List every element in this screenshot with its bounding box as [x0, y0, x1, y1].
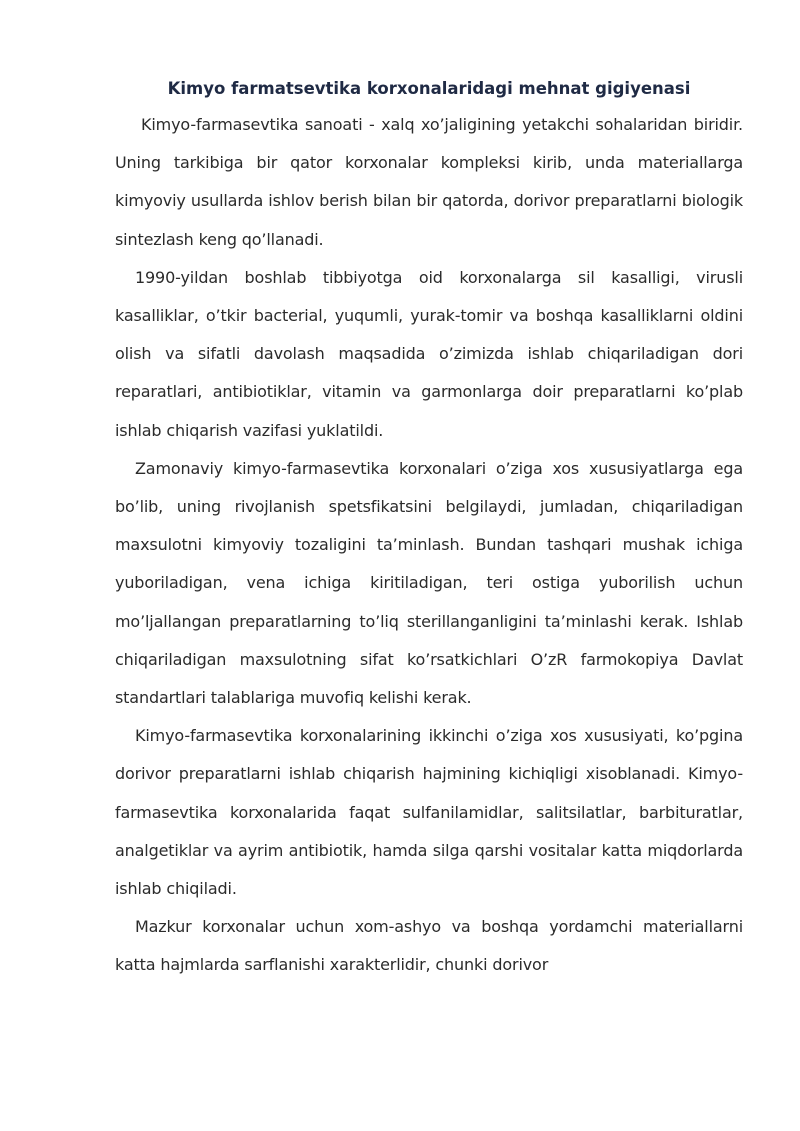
document-body	[115, 74, 743, 985]
paragraph-4: Kimyo-farmasevtika korxonalarining ikkinchi o’ziga xos xususiyati, ko’pgina dorivor preparatlarni ishlab chiqarish hajmining kichiqligi xisoblanadi. Kimyo-farmasevtika korxonalarida faqat sulfanilamidlar, salitsilatlar, barbituratlar, analgetiklar va ayrim antibiotik, hamda silga qarshi vositalar katta miqdorlarda ishlab chiqiladi.	[115, 726, 743, 899]
document-title: Kimyo farmatsevtika korxonalaridagi mehnat gigiyenasi	[167, 79, 691, 98]
paragraph-1: Kimyo-farmasevtika sanoati - xalq xo’jaligining yetakchi sohalaridan biridir. Uning tarkibiga bir qator korxonalar kompleksi kirib, unda materiallarga kimyoviy usullarda ishlov berish bilan bir qatorda, dorivor preparatlarni biologik sintezlash keng qo’llanadi.	[115, 115, 743, 249]
paragraph-2: 1990-yildan boshlab tibbiyotga oid korxonalarga sil kasalligi, virusli kasalliklar, o’tkir bacterial, yuqumli, yurak-tomir va boshqa kasalliklarni oldini olish va sifatli davolash maqsadida o’zimizda ishlab chiqariladigan dori reparatlari, antibiotiklar, vitamin va garmonlarga doir preparatlarni ko’plab ishlab chiqarish vazifasi yuklatildi.	[115, 267, 743, 440]
paragraph-3: Zamonaviy kimyo-farmasevtika korxonalari o’ziga xos xususiyatlarga ega bo’lib, uning rivojlanish spetsfikatsini belgilaydi, jumladan, chiqariladigan maxsulotni kimyoviy tozaligini ta’minlash. Bundan tashqari mushak ichiga yuboriladigan, vena ichiga kiritiladigan, teri ostiga yuborilish uchun mo’ljallangan preparatlarning to’liq sterillanganligini ta’minlashi kerak. Ishlab chiqariladigan maxsulotning sifat ko’rsatkichlari O’zR farmokopiya Davlat standartlari talablariga muvofiq kelishi kerak.	[115, 458, 743, 708]
paragraph-5: Mazkur korxonalar uchun xom-ashyo va boshqa yordamchi materiallarni katta hajmlarda sarflanishi xarakterlidir, chunki dorivor	[115, 917, 743, 975]
